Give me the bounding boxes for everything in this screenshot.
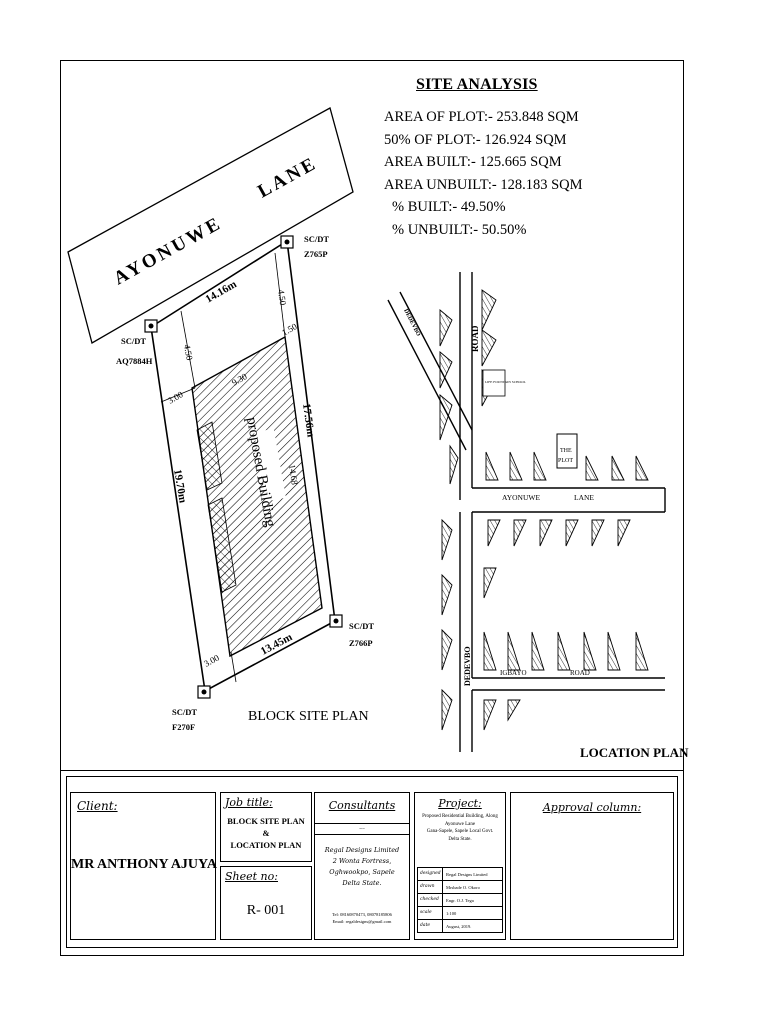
site-analysis-line: AREA UNBUILT:- 128.183 SQM <box>384 176 583 193</box>
site-analysis-line: AREA BUILT:- 125.665 SQM <box>384 154 562 170</box>
detail-row: designed Regal Designs Limited <box>417 867 503 881</box>
svg-text:F270F: F270F <box>172 722 196 732</box>
project-panel <box>414 792 506 940</box>
building-footprint <box>192 337 322 656</box>
block-plan-caption: BLOCK SITE PLAN <box>248 709 369 724</box>
road-ayonuwe-lane <box>68 108 353 343</box>
plot-label: THE <box>560 448 572 454</box>
svg-text:Z766P: Z766P <box>349 638 373 648</box>
site-analysis-title: SITE ANALYSIS <box>416 76 538 93</box>
loc-road: ROAD <box>570 669 590 677</box>
client-panel <box>70 792 216 940</box>
dim-bottom: 13.45m <box>258 631 295 658</box>
school-label: LIFE FOUNTAIN SCHOOL <box>485 380 526 384</box>
loc-road-top: ROAD <box>470 325 480 352</box>
building-label: proposed Building <box>243 415 279 529</box>
detail-row: drawn Mrsbade O. Okoro <box>417 881 503 894</box>
dim-top: 14.16m <box>203 278 239 306</box>
road-label-right: LANE <box>254 152 322 203</box>
setback-top-left: 4.50 <box>182 343 195 361</box>
client-name: MR ANTHONY AJUYA <box>71 857 217 872</box>
project-details <box>417 867 503 933</box>
setback-side: 1.50 <box>280 321 299 338</box>
svg-text:SC/DT: SC/DT <box>121 336 147 346</box>
consultant-name: Regal Designs Limited 2 Wonta Fortress, Oghwookpo, Sapele Delta State. <box>324 846 400 887</box>
approval-panel <box>510 792 674 940</box>
detail-row: date August, 2019. <box>417 920 503 933</box>
plot-label-2: PLOT <box>558 458 573 464</box>
site-analysis-line: 50% OF PLOT:- 126.924 SQM <box>384 131 567 148</box>
dim-right: 17.56m <box>300 402 317 439</box>
beacon-z766p <box>330 615 374 648</box>
loc-lane: LANE <box>574 493 594 502</box>
consultant-contact: Tel: 08160870473, 08078185806 Email: regaldesigns@gmail.com <box>332 912 392 924</box>
consultant-tagline: ... <box>359 824 365 831</box>
beacon-f270f <box>172 686 210 732</box>
loc-ayonuwe: AYONUWE <box>502 493 541 502</box>
location-plan <box>388 272 665 752</box>
setback-inner2: 14.68 <box>287 463 300 486</box>
beacon-aq7884h <box>116 320 157 366</box>
site-analysis-line: % BUILT:- 49.50% <box>392 199 506 215</box>
consultants-panel <box>314 792 410 940</box>
svg-text:AQ7884H: AQ7884H <box>116 356 153 366</box>
loc-road-diag: DEDEVBO <box>402 308 422 338</box>
sheet-label: Sheet no: <box>225 870 278 883</box>
setback-bottom: 3.00 <box>202 652 221 669</box>
svg-text:SC/DT: SC/DT <box>349 621 375 631</box>
detail-row: checked Engr. O.J. Tega <box>417 894 503 907</box>
dim-left: 19.70m <box>171 468 189 504</box>
site-analysis-line: % UNBUILT:- 50.50% <box>392 221 527 238</box>
project-label: Project: <box>438 797 482 810</box>
sheet-number: R- 001 <box>246 903 286 918</box>
detail-row: scale 1:100 <box>417 907 503 920</box>
loc-dedevbo: DEDEVBO <box>463 646 472 686</box>
site-analysis-line: AREA OF PLOT:- 253.848 SQM <box>384 109 579 125</box>
svg-text:Z765P: Z765P <box>304 249 328 259</box>
location-plan-caption: LOCATION PLAN <box>580 745 689 760</box>
setback-top-right: 4.50 <box>276 288 289 306</box>
setback-inner: 9.30 <box>230 371 249 388</box>
loc-igbayo: IGBAYO <box>500 669 527 677</box>
svg-text:SC/DT: SC/DT <box>172 707 198 717</box>
sheet-panel <box>220 866 312 940</box>
consultants-label: Consultants <box>328 799 396 812</box>
job-title-text: BLOCK SITE PLAN & LOCATION PLAN <box>227 816 305 850</box>
client-label: Client: <box>77 799 118 813</box>
job-title-label: Job title: <box>225 796 273 809</box>
approval-label: Approval column: <box>542 801 642 814</box>
project-description: Proposed Residential Building, Along Ayonuwe Lane Gana-Sapele, Sapele Local Govt. Delta State. <box>422 814 498 842</box>
setback-left: 3.00 <box>166 389 185 406</box>
svg-text:SC/DT: SC/DT <box>304 234 330 244</box>
road-label-left: AYONUWE <box>110 212 226 290</box>
job-title-panel <box>220 792 312 862</box>
